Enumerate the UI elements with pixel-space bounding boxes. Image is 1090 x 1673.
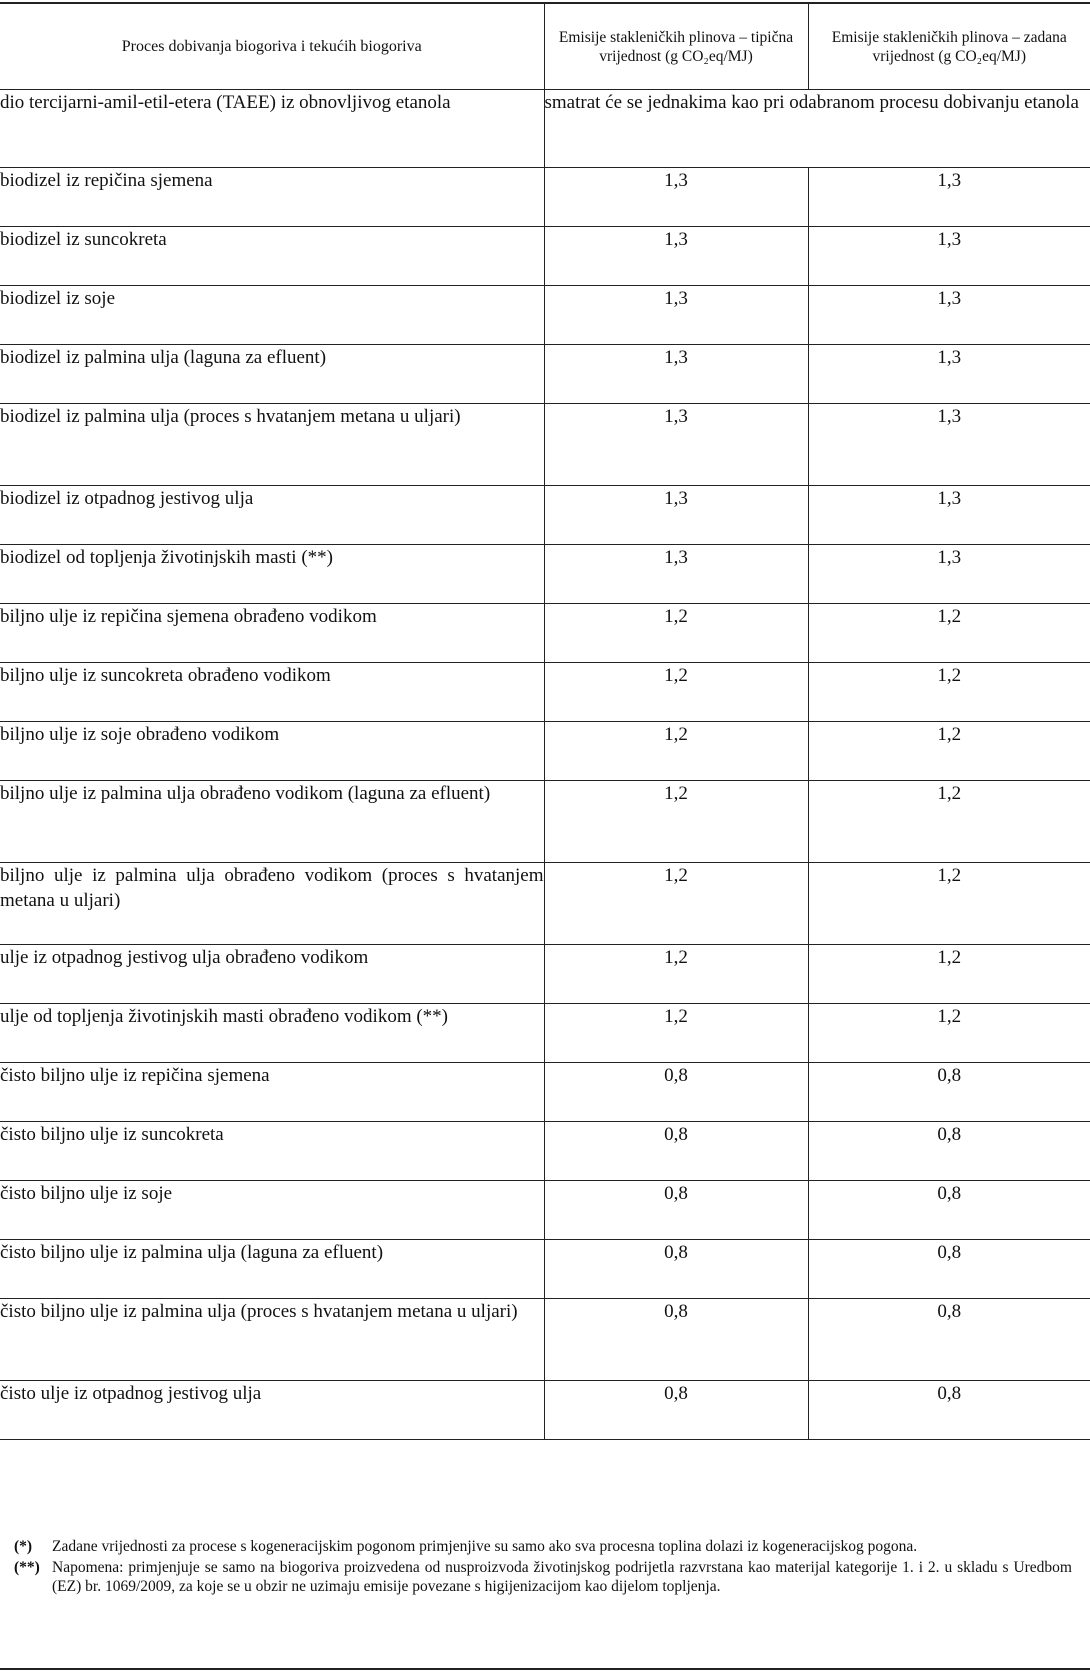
typical-value-cell: 1,3 <box>544 486 808 545</box>
table-row <box>0 486 1090 545</box>
default-value-cell: 0,8 <box>808 1181 1090 1240</box>
typical-value-cell: 1,2 <box>544 1004 808 1063</box>
typical-value-cell: 1,3 <box>544 168 808 227</box>
table-row <box>0 1122 1090 1181</box>
default-value-cell: 1,3 <box>808 168 1090 227</box>
process-cell: čisto biljno ulje iz palmina ulja (proces s hvatanjem metana u uljari) <box>0 1299 544 1381</box>
table-row <box>0 227 1090 286</box>
table-row <box>0 545 1090 604</box>
process-cell: biljno ulje iz palmina ulja obrađeno vodikom (laguna za efluent) <box>0 781 544 863</box>
table-row <box>0 345 1090 404</box>
table-row <box>0 1004 1090 1063</box>
default-value-cell: 0,8 <box>808 1381 1090 1440</box>
process-cell: biljno ulje iz soje obrađeno vodikom <box>0 722 544 781</box>
default-value-cell: 1,2 <box>808 663 1090 722</box>
process-cell: biodizel iz palmina ulja (laguna za efluent) <box>0 345 544 404</box>
process-cell: biodizel od topljenja životinjskih masti (**) <box>0 545 544 604</box>
table-row <box>0 286 1090 345</box>
default-value-cell: 0,8 <box>808 1240 1090 1299</box>
process-cell: čisto biljno ulje iz repičina sjemena <box>0 1063 544 1122</box>
header-default-value: Emisije stakleničkih plinova – zadana vrijednost (g CO₂eq/MJ) <box>808 4 1090 90</box>
process-cell: biodizel iz soje <box>0 286 544 345</box>
typical-value-cell: 1,3 <box>544 404 808 486</box>
footnote <box>0 1558 1090 1596</box>
default-value-cell: 1,2 <box>808 1004 1090 1063</box>
process-cell: biodizel iz repičina sjemena <box>0 168 544 227</box>
process-cell: ulje iz otpadnog jestivog ulja obrađeno vodikom <box>0 945 544 1004</box>
table-row <box>0 781 1090 863</box>
footnote-text: Zadane vrijednosti za procese s kogeneracijskim pogonom primjenjive su samo ako sva procesna toplina dolazi iz kogeneracijskog pogona. <box>52 1538 918 1555</box>
default-value-cell: 0,8 <box>808 1063 1090 1122</box>
typical-value-cell: 1,3 <box>544 345 808 404</box>
typical-value-cell: 0,8 <box>544 1240 808 1299</box>
table-row <box>0 1181 1090 1240</box>
table-row <box>0 1240 1090 1299</box>
footnote-marker: (**) <box>14 1559 40 1576</box>
table-row <box>0 1063 1090 1122</box>
footnote-marker: (*) <box>14 1538 33 1555</box>
table-row <box>0 1299 1090 1381</box>
table-header-row <box>0 4 1090 90</box>
typical-value-cell: 1,3 <box>544 227 808 286</box>
default-value-cell: 1,2 <box>808 863 1090 945</box>
typical-value-cell: 1,3 <box>544 286 808 345</box>
default-value-cell: 1,3 <box>808 286 1090 345</box>
default-value-cell: 1,3 <box>808 345 1090 404</box>
table-row <box>0 863 1090 945</box>
process-cell: čisto biljno ulje iz palmina ulja (laguna za efluent) <box>0 1240 544 1299</box>
typical-value-cell: 1,2 <box>544 945 808 1004</box>
process-cell: biodizel iz palmina ulja (proces s hvatanjem metana u uljari) <box>0 404 544 486</box>
footnotes <box>0 1537 1090 1598</box>
table-row <box>0 168 1090 227</box>
same-as-ethanol-note: smatrat će se jednakima kao pri odabranom procesu dobivanju etanola <box>544 90 1090 168</box>
typical-value-cell: 1,2 <box>544 663 808 722</box>
emissions-table <box>0 3 1090 1440</box>
typical-value-cell: 1,2 <box>544 722 808 781</box>
typical-value-cell: 1,2 <box>544 863 808 945</box>
typical-value-cell: 0,8 <box>544 1381 808 1440</box>
table-row <box>0 90 1090 168</box>
table-row <box>0 663 1090 722</box>
process-cell: čisto biljno ulje iz soje <box>0 1181 544 1240</box>
process-cell: biodizel iz otpadnog jestivog ulja <box>0 486 544 545</box>
default-value-cell: 1,3 <box>808 404 1090 486</box>
header-process: Proces dobivanja biogoriva i tekućih biogoriva <box>0 4 544 90</box>
table-row <box>0 722 1090 781</box>
process-cell: čisto ulje iz otpadnog jestivog ulja <box>0 1381 544 1440</box>
header-typical-value: Emisije stakleničkih plinova – tipična vrijednost (g CO₂eq/MJ) <box>544 4 808 90</box>
typical-value-cell: 0,8 <box>544 1122 808 1181</box>
process-cell: dio tercijarni-amil-etil-etera (TAEE) iz obnovljivog etanola <box>0 90 544 168</box>
default-value-cell: 1,3 <box>808 545 1090 604</box>
default-value-cell: 1,3 <box>808 486 1090 545</box>
typical-value-cell: 1,2 <box>544 781 808 863</box>
default-value-cell: 0,8 <box>808 1299 1090 1381</box>
typical-value-cell: 0,8 <box>544 1181 808 1240</box>
default-value-cell: 1,2 <box>808 722 1090 781</box>
default-value-cell: 1,2 <box>808 604 1090 663</box>
process-cell: biljno ulje iz repičina sjemena obrađeno vodikom <box>0 604 544 663</box>
process-cell: biljno ulje iz palmina ulja obrađeno vodikom (proces s hvatanjem metana u uljari) <box>0 863 544 945</box>
process-cell: biodizel iz suncokreta <box>0 227 544 286</box>
default-value-cell: 1,3 <box>808 227 1090 286</box>
table-row <box>0 1381 1090 1440</box>
default-value-cell: 1,2 <box>808 781 1090 863</box>
table-row <box>0 945 1090 1004</box>
typical-value-cell: 0,8 <box>544 1299 808 1381</box>
table-row <box>0 404 1090 486</box>
typical-value-cell: 1,2 <box>544 604 808 663</box>
process-cell: čisto biljno ulje iz suncokreta <box>0 1122 544 1181</box>
typical-value-cell: 0,8 <box>544 1063 808 1122</box>
default-value-cell: 0,8 <box>808 1122 1090 1181</box>
process-cell: biljno ulje iz suncokreta obrađeno vodikom <box>0 663 544 722</box>
footnote <box>0 1537 1090 1556</box>
footnote-text: Napomena: primjenjuje se samo na biogoriva proizvedena od nusproizvoda životinjskog podrijetla razvrstana kao materijal kategorije 1. i 2. u skladu s Uredbom (EZ) br. 1069/2009, za koje se u obzir ne uzimaju emisije povezane s higijenizacijom kao dijelom topljenja. <box>52 1559 1072 1595</box>
typical-value-cell: 1,3 <box>544 545 808 604</box>
process-cell: ulje od topljenja životinjskih masti obrađeno vodikom (**) <box>0 1004 544 1063</box>
bottom-rule <box>0 1668 1090 1670</box>
default-value-cell: 1,2 <box>808 945 1090 1004</box>
table-row <box>0 604 1090 663</box>
